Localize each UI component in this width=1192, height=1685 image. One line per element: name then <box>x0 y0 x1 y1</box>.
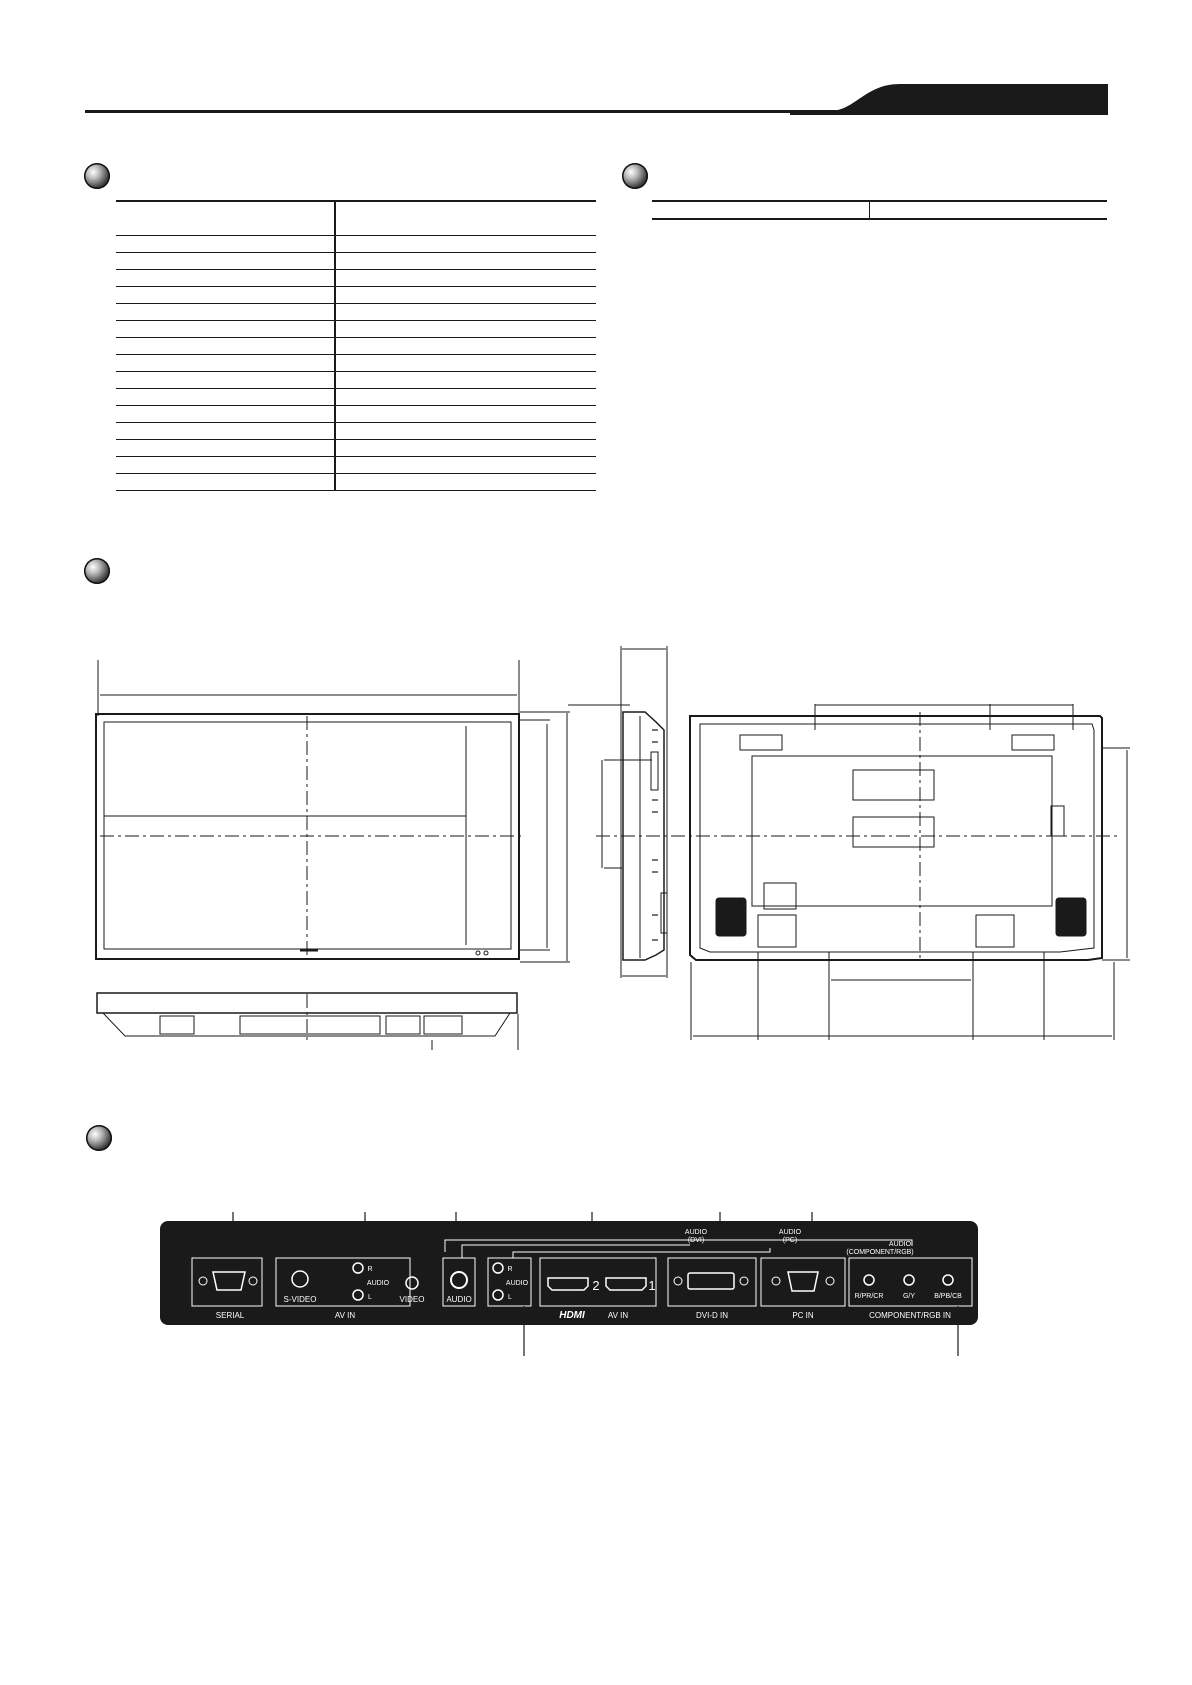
label-hdmi-2: 2 <box>592 1278 600 1293</box>
spec-left-row <box>116 440 596 457</box>
spec-left-row <box>116 406 596 423</box>
spec-left-row <box>116 201 596 236</box>
spec-left-row <box>116 457 596 474</box>
section-bullet-specifications <box>84 163 110 189</box>
label-hdmi-1: 1 <box>648 1278 656 1293</box>
label-svideo: S-VIDEO <box>283 1295 317 1304</box>
header-tab <box>790 84 1108 115</box>
spec-table-right <box>652 200 1107 220</box>
spec-table-left <box>116 200 596 491</box>
label-hdmi-logo: HDMI <box>559 1310 585 1321</box>
section-bullet-dimensions <box>84 558 110 584</box>
label-audio-comp-sub: (COMPONENT/RGB) <box>846 1249 914 1256</box>
dimension-drawings <box>0 620 1192 1050</box>
terminal-panel <box>0 1205 1192 1365</box>
label-dvi-in: DVI-D IN <box>696 1311 728 1320</box>
label-av-l: L <box>368 1294 372 1301</box>
label-r-pr-cr: R/PR/CR <box>854 1293 884 1300</box>
label-av-r: R <box>367 1266 373 1273</box>
label-audio2-r: R <box>507 1266 513 1273</box>
label-audio2-l: L <box>508 1294 512 1301</box>
spec-left-row <box>116 474 596 491</box>
label-b-pb-cb: B/PB/CB <box>934 1293 962 1300</box>
spec-left-row <box>116 338 596 355</box>
spec-left-row <box>116 304 596 321</box>
label-audio-pc-sub: (PC) <box>782 1237 798 1244</box>
section-bullet-terminals <box>86 1125 112 1151</box>
label-audio-comp-top: AUDIO <box>888 1241 912 1248</box>
spec-left-row <box>116 236 596 253</box>
spec-left-row <box>116 321 596 338</box>
label-audio-dvi-sub: (DVI) <box>687 1237 705 1244</box>
label-av-audio: AUDIO <box>366 1280 390 1287</box>
spec-left-row <box>116 389 596 406</box>
spec-left-row <box>116 355 596 372</box>
side-view <box>602 646 667 978</box>
label-g-y: G/Y <box>902 1293 916 1300</box>
label-audio: AUDIO <box>446 1295 472 1304</box>
front-view <box>96 660 630 962</box>
label-pc-in: PC IN <box>792 1311 814 1320</box>
spec-left-row <box>116 423 596 440</box>
label-hdmi-av-in: AV IN <box>607 1311 629 1320</box>
spec-right-row <box>652 201 1107 219</box>
label-video: VIDEO <box>399 1295 425 1304</box>
bottom-view <box>97 993 518 1050</box>
label-audio-dvi-top: AUDIO <box>684 1229 708 1236</box>
header-rule <box>85 110 850 113</box>
label-serial: SERIAL <box>215 1311 245 1320</box>
label-audio-pc-top: AUDIO <box>778 1229 802 1236</box>
spec-left-row <box>116 270 596 287</box>
label-av-in: AV IN <box>334 1311 356 1320</box>
spec-left-row <box>116 253 596 270</box>
label-audio2: AUDIO <box>505 1280 529 1287</box>
spec-left-row <box>116 287 596 304</box>
rear-view <box>596 704 1130 1040</box>
label-component-in: COMPONENT/RGB IN <box>869 1311 951 1320</box>
section-bullet-accessories <box>622 163 648 189</box>
spec-left-row <box>116 372 596 389</box>
